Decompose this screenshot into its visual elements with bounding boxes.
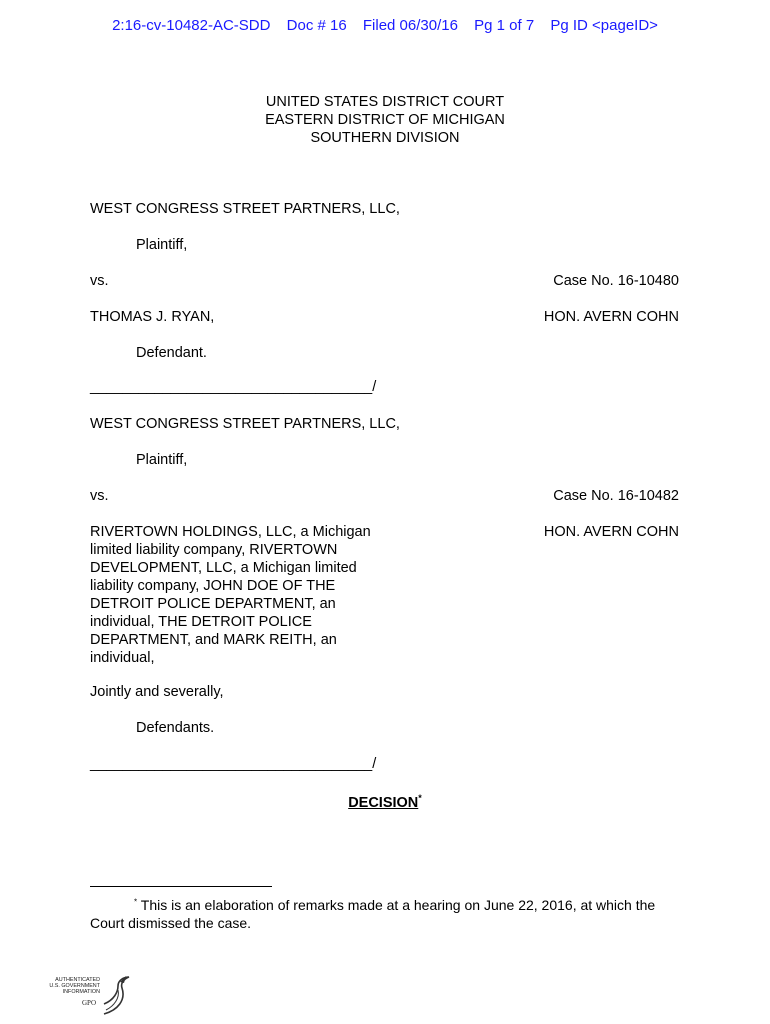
case1-judge: HON. AVERN COHN: [543, 309, 679, 325]
case1-plaintiff-role: Plaintiff,: [136, 237, 188, 253]
case1-case-number: Case No. 16-10480: [553, 273, 679, 289]
court-district: EASTERN DISTRICT OF MICHIGAN: [265, 112, 505, 128]
header-page-id: Pg ID <pageID>: [550, 17, 658, 34]
footnote-marker: *: [134, 897, 138, 907]
decision-title: DECISION: [348, 795, 419, 811]
case2-plaintiff: WEST CONGRESS STREET PARTNERS, LLC,: [90, 416, 400, 432]
ecf-header: [0, 17, 770, 34]
case1-defendant: THOMAS J. RYAN,: [90, 309, 215, 325]
eagle-icon: [96, 974, 132, 1018]
logo-line-gpo: GPO: [82, 999, 97, 1007]
case2-versus: vs.: [90, 488, 109, 504]
case2-caption-rule: ___________________________________/: [90, 756, 377, 772]
footnote: [90, 896, 690, 932]
case2-defendants-role: Defendants.: [136, 720, 215, 736]
court-division: SOUTHERN DIVISION: [310, 130, 460, 146]
case1-versus: vs.: [90, 273, 109, 289]
case2-judge: HON. AVERN COHN: [543, 524, 679, 540]
case1-plaintiff: WEST CONGRESS STREET PARTNERS, LLC,: [90, 201, 400, 217]
header-doc-number: Doc # 16: [286, 17, 347, 34]
header-filed-date: Filed 06/30/16: [362, 17, 458, 34]
decision-footnote-marker[interactable]: *: [418, 793, 422, 804]
header-case-number: 2:16-cv-10482-AC-SDD: [112, 17, 271, 34]
court-name: UNITED STATES DISTRICT COURT: [265, 94, 505, 110]
case2-defendants: RIVERTOWN HOLDINGS, LLC, a Michigan limited liability company, RIVERTOWN DEVELOPMENT, LLC, a Michigan limited liability company, JOHN DOE OF THE DETROIT POLICE DEPARTMENT, an individual, THE DETROIT POLICE DEPARTMENT, and MARK REITH, an individual,: [90, 524, 371, 666]
case2-plaintiff-role: Plaintiff,: [136, 452, 188, 468]
case1-caption-rule: ___________________________________/: [90, 379, 377, 395]
case2-case-number: Case No. 16-10482: [553, 488, 679, 504]
document-title: [0, 795, 770, 811]
gpo-authentication-logo: [44, 974, 134, 1018]
logo-line-information: INFORMATION: [62, 989, 100, 995]
logo-line-government: U.S. GOVERNMENT: [49, 983, 100, 989]
footnote-text: This is an elaboration of remarks made at a hearing on June 22, 2016, at which the Court dismissed the case.: [90, 897, 656, 931]
case2-jointly: Jointly and severally,: [90, 684, 224, 700]
logo-line-authenticated: AUTHENTICATED: [55, 977, 100, 983]
header-page-count: Pg 1 of 7: [474, 17, 535, 34]
footnote-divider: [90, 886, 272, 887]
case1-defendant-role: Defendant.: [136, 345, 207, 361]
